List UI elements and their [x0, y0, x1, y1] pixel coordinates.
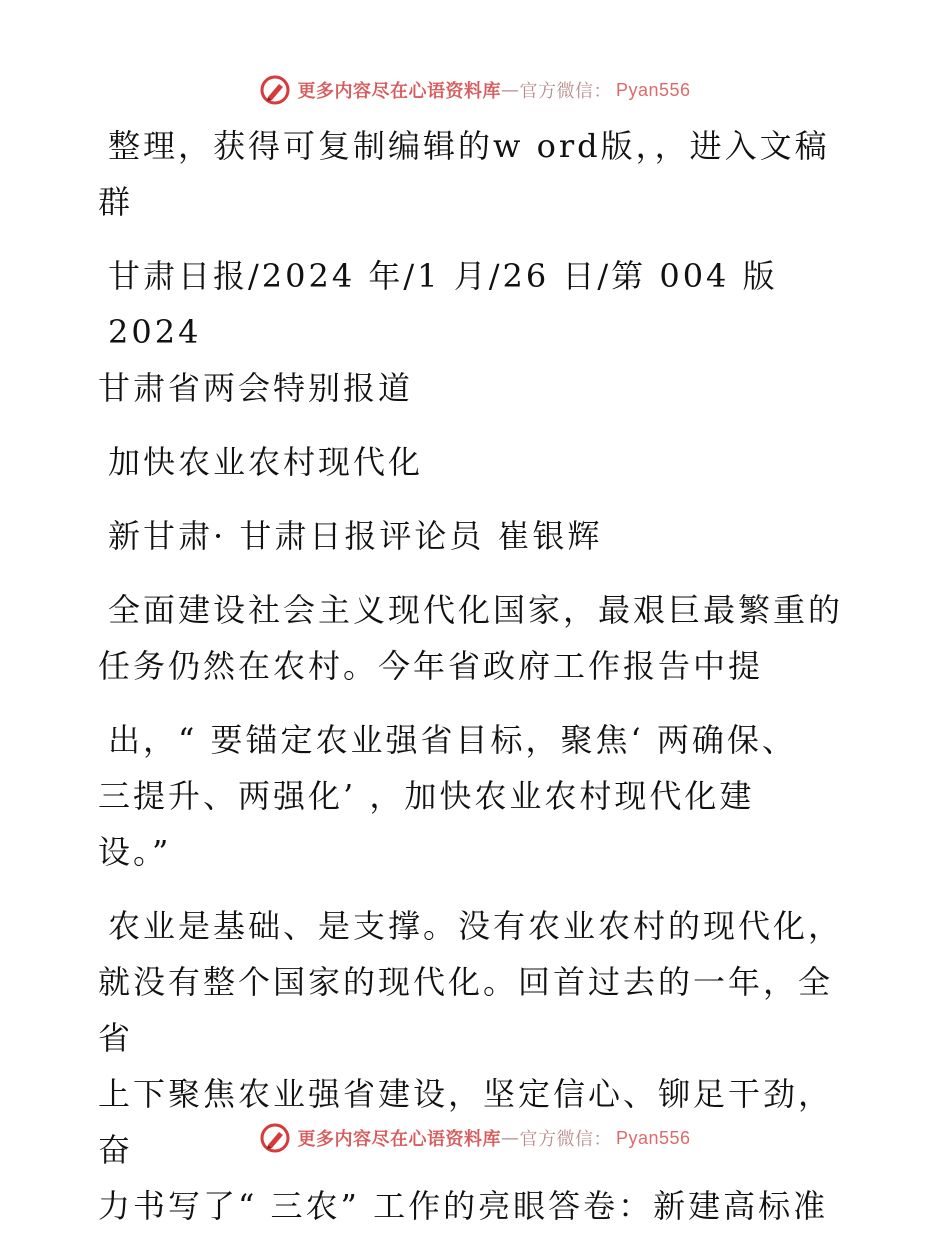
- watermark-wechat-id: Pyan556: [615, 79, 691, 100]
- watermark-header: [0, 70, 950, 110]
- article-byline: [98, 508, 858, 564]
- pen-logo-icon: [259, 1122, 291, 1154]
- watermark-wechat-label: 官方微信：: [519, 81, 612, 102]
- watermark-main-text: 更多内容尽在心语资料库: [297, 1129, 501, 1150]
- paragraph-line: 就没有整个国家的现代化。回首过去的一年，全省: [98, 963, 834, 1057]
- watermark-main-text: 更多内容尽在心语资料库: [297, 81, 501, 102]
- watermark-separator: —: [500, 79, 520, 101]
- paragraph-line: 甘肃日报/2024 年/1 月/26 日/第 004 版2024: [108, 257, 778, 351]
- paragraph-line: 力书写了“ 三农” 工作的亮眼答卷：新建高标准: [98, 1187, 829, 1225]
- pen-logo-icon: [259, 74, 291, 106]
- paragraph-line: 设。”: [98, 833, 172, 871]
- watermark-footer: [0, 1118, 950, 1158]
- paragraph-body-1: [98, 582, 858, 694]
- article-title: [98, 434, 858, 490]
- paragraph-line: 出，“ 要锚定农业强省目标，聚焦‘ 两确保、: [108, 721, 797, 759]
- watermark-separator: —: [500, 1127, 520, 1149]
- paragraph-body-3: [98, 898, 858, 1234]
- document-body: [98, 118, 858, 1252]
- watermark-wechat-label: 官方微信：: [519, 1129, 612, 1150]
- paragraph-body-2: [98, 712, 858, 880]
- paragraph-line: 农业是基础、是支撑。没有农业农村的现代化，: [108, 907, 844, 945]
- watermark-wechat-id: Pyan556: [615, 1127, 691, 1148]
- paragraph-line: 上下聚焦农业强省建设，坚定信心、铆足干劲，奋: [98, 1075, 834, 1169]
- paragraph-intro: [98, 118, 858, 230]
- paragraph-line: 加快农业农村现代化: [108, 443, 424, 481]
- paragraph-line: 甘肃省两会特别报道: [98, 369, 414, 407]
- paragraph-line: 整理，获得可复制编辑的w ord版，，进入文稿: [108, 127, 830, 165]
- paragraph-source: [98, 248, 858, 416]
- paragraph-line: 三提升、两强化’ ，加快农业农村现代化建: [98, 777, 755, 815]
- paragraph-line: 新甘肃· 甘肃日报评论员 崔银辉: [108, 517, 603, 555]
- paragraph-line: 全面建设社会主义现代化国家，最艰巨最繁重的: [108, 591, 844, 629]
- paragraph-line: 任务仍然在农村。今年省政府工作报告中提: [98, 647, 764, 685]
- paragraph-line: 群: [98, 183, 134, 221]
